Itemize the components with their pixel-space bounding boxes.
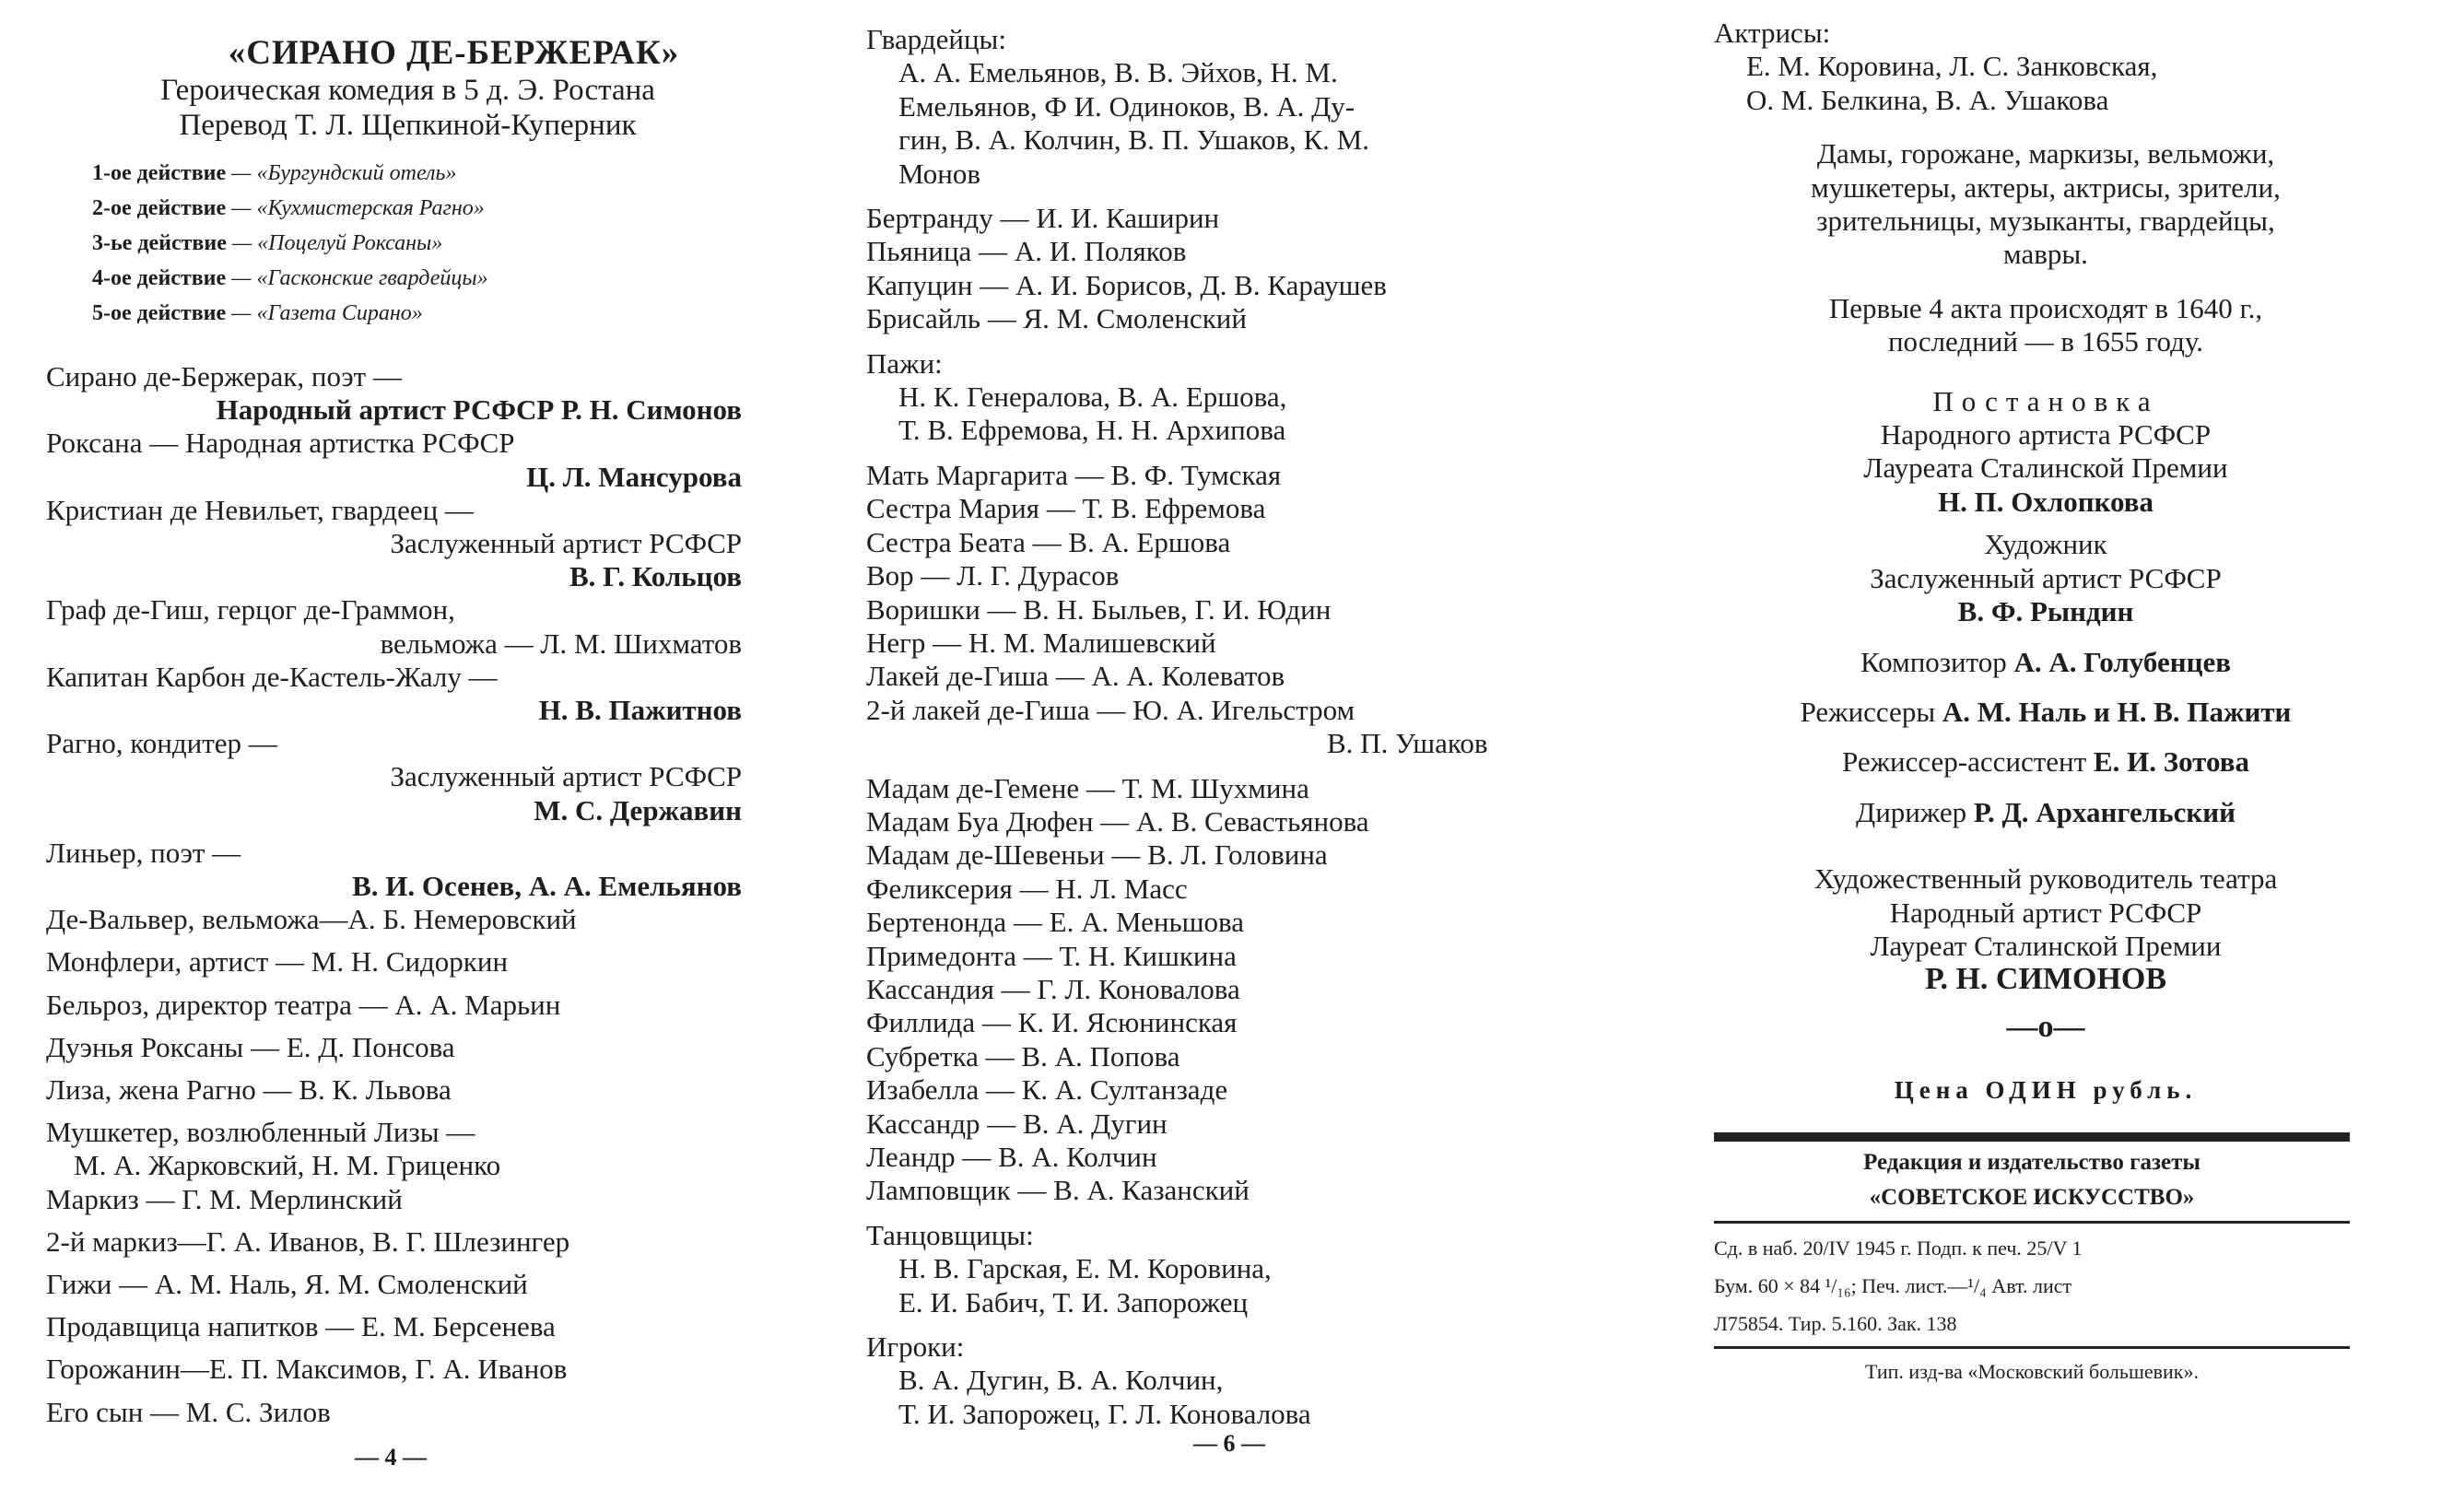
cast-line: Гижи — А. М. Наль, Я. М. Смоленский xyxy=(46,1268,528,1301)
play-subtitle: Героическая комедия в 5 д. Э. Ростана xyxy=(160,74,655,107)
extras-line: мушкетеры, актеры, актрисы, зрители, xyxy=(1811,170,2281,204)
cast-line: Капуцин — А. И. Борисов, Д. В. Караушев xyxy=(866,268,1387,301)
assistant-line: Режиссер-ассистент Е. И. Зотова xyxy=(1842,745,2249,779)
cast-line: Емельянов, Ф И. Одиноков, В. А. Ду- xyxy=(898,89,1355,123)
cast-line: вельможа — Л. М. Шихматов xyxy=(380,627,742,660)
roles-group xyxy=(866,202,1603,336)
cast-line: А. А. Емельянов, В. В. Эйхов, Н. М. xyxy=(898,56,1338,89)
conductor-line: Дирижер Р. Д. Архангельский xyxy=(1856,795,2236,828)
cast-line: В. Г. Кольцов xyxy=(569,560,742,593)
cast-line: В. А. Дугин, В. А. Колчин, xyxy=(898,1364,1224,1397)
head-title: Лауреат Сталинской Премии xyxy=(1870,929,2222,962)
staging-label: Постановка xyxy=(1932,384,2159,417)
middle-page xyxy=(866,0,1603,1512)
cast-line: Монфлери, артист — М. Н. Сидоркин xyxy=(46,945,509,979)
staging-title: Народного артиста РСФСР xyxy=(1880,418,2212,451)
cast-line: Кристиан де Невильет, гвардеец — xyxy=(46,493,474,526)
price-line: Цена ОДИН рубль. xyxy=(1894,1075,2198,1104)
cast-line: 2-й маркиз—Г. А. Иванов, В. Г. Шлезингер xyxy=(46,1225,570,1258)
players-group xyxy=(866,1330,1603,1431)
cast-line: Его сын — М. С. Зилов xyxy=(46,1395,331,1428)
cast-line: В. И. Осенев, А. А. Емельянов xyxy=(352,870,742,903)
imprint-line: Сд. в наб. 20/IV 1945 г. Подп. к печ. 25/V 1 xyxy=(1714,1236,2083,1260)
imprint-line: Бум. 60 × 84 ¹/₁₆; Печ. лист.—¹/₄ Авт. лист xyxy=(1714,1273,2072,1297)
cast-line: Кассандр — В. А. Дугин xyxy=(866,1107,1168,1140)
cast-line: Мадам Буа Дюфен — А. В. Севастьянова xyxy=(866,804,1369,838)
right-page xyxy=(1714,0,2441,1512)
cast-line: М. А. Жарковский, Н. М. Гриценко xyxy=(74,1149,501,1182)
page-number-left: — 4 — xyxy=(355,1444,427,1471)
cast-line: Кассандия — Г. Л. Коновалова xyxy=(866,972,1240,1005)
cast-line: Де-Вальвер, вельможа—А. Б. Немеровский xyxy=(46,903,577,936)
cast-line: Примедонта — Т. Н. Кишкина xyxy=(866,939,1237,972)
roles-group xyxy=(866,772,1603,1208)
cast-line: Н. К. Генералова, В. А. Ершова, xyxy=(898,381,1287,414)
cast-line: Воришки — В. Н. Быльев, Г. И. Юдин xyxy=(866,592,1332,626)
cast-line: Ц. Л. Мансурова xyxy=(526,460,742,493)
group-label: Пажи: xyxy=(866,346,943,380)
publisher-name: «СОВЕТСКОЕ ИСКУССТВО» xyxy=(1869,1184,2195,1210)
publisher-line: Редакция и издательство газеты xyxy=(1863,1149,2200,1175)
cast-line: Капитан Карбон де-Кастель-Жалу — xyxy=(46,660,498,693)
group-label: Игроки: xyxy=(866,1330,965,1364)
cast-line: Е. М. Коровина, Л. С. Занковская, xyxy=(1746,50,2158,83)
cast-line: Т. В. Ефремова, Н. Н. Архипова xyxy=(898,414,1286,447)
cast-line: В. П. Ушаков xyxy=(1327,727,1488,760)
cast-line: Граф де-Гиш, герцог де-Граммон, xyxy=(46,593,455,627)
artist-label: Художник xyxy=(1984,528,2107,561)
cast-line: 2-й лакей де-Гиша — Ю. А. Игельстром xyxy=(866,693,1355,726)
printer-line: Тип. изд-ва «Московский большевик». xyxy=(1864,1359,2199,1383)
divider-rule xyxy=(1714,1346,2350,1349)
cast-line: Субретка — В. А. Попова xyxy=(866,1039,1180,1072)
translator-line: Перевод Т. Л. Щепкиной-Куперник xyxy=(179,109,637,142)
act-row: 3-ье действие — «Поцелуй Роксаны» xyxy=(92,231,443,255)
composer-line: Композитор А. А. Голубенцев xyxy=(1860,645,2231,678)
extras-line: Дамы, горожане, маркизы, вельможи, xyxy=(1816,137,2275,170)
cast-line: Мадам де-Шевеньи — В. Л. Головина xyxy=(866,838,1328,872)
cast-line: Маркиз — Г. М. Мерлинский xyxy=(46,1182,403,1215)
dancers-group xyxy=(866,1219,1603,1319)
note-line: последний — в 1655 году. xyxy=(1887,325,2204,358)
guards-group xyxy=(866,23,1603,191)
cast-line: Роксана — Народная артистка РСФСР xyxy=(46,427,515,460)
play-title: «СИРАНО ДЕ-БЕРЖЕРАК» xyxy=(228,34,680,72)
artist-title: Заслуженный артист РСФСР xyxy=(1870,561,2222,594)
divider-rule xyxy=(1714,1221,2350,1224)
head-name: Р. Н. СИМОНОВ xyxy=(1924,962,2167,997)
cast-line: Сирано де-Бержерак, поэт — xyxy=(46,360,402,393)
cast-line: Мать Маргарита — В. Ф. Тумская xyxy=(866,458,1282,491)
imprint-line: Л75854. Тир. 5.160. Зак. 138 xyxy=(1714,1311,1957,1335)
cast-line: Продавщица напитков — Е. М. Берсенева xyxy=(46,1310,556,1343)
group-label: Танцовщицы: xyxy=(866,1218,1034,1251)
acts-list xyxy=(92,156,816,331)
act-row: 5-ое действие — «Газета Сирано» xyxy=(92,301,423,325)
cast-line: Феликсерия — Н. Л. Масс xyxy=(866,872,1188,905)
cast-line: Дуэнья Роксаны — Е. Д. Понсова xyxy=(46,1030,455,1063)
cast-line: М. С. Державин xyxy=(534,793,742,826)
cast-list xyxy=(46,360,742,1429)
cast-line: Н. В. Пажитнов xyxy=(538,694,742,727)
cast-line: Бертранду — И. И. Каширин xyxy=(866,202,1220,235)
cast-line: Ламповщик — В. А. Казанский xyxy=(866,1174,1250,1207)
cast-line: Леандр — В. А. Колчин xyxy=(866,1141,1157,1173)
cast-line: Линьер, поэт — xyxy=(46,836,241,869)
divider-rule xyxy=(1714,1132,2350,1142)
head-title: Художественный руководитель театра xyxy=(1813,862,2278,896)
note-line: Первые 4 акта происходят в 1640 г., xyxy=(1828,291,2263,324)
cast-line: Бертенонда — Е. А. Меньшова xyxy=(866,906,1244,939)
pages-group xyxy=(866,347,1603,448)
cast-line: Н. В. Гарская, Е. М. Коровина, xyxy=(898,1252,1272,1285)
crew-credits xyxy=(1714,385,2441,997)
cast-line: Сестра Беата — В. А. Ершова xyxy=(866,525,1231,558)
cast-line: Мадам де-Гемене — Т. М. Шухмина xyxy=(866,771,1309,804)
cast-line: Филлида — К. И. Ясюнинская xyxy=(866,1006,1238,1039)
cast-line: Негр — Н. М. Малишевский xyxy=(866,626,1216,659)
cast-line: Бельроз, директор театра — А. А. Марьин xyxy=(46,988,561,1021)
group-label: Актрисы: xyxy=(1714,17,1831,49)
cast-line: Вор — Л. Г. Дурасов xyxy=(866,559,1120,592)
cast-line: Изабелла — К. А. Султанзаде xyxy=(866,1073,1228,1107)
act-row: 1-ое действие — «Бургундский отель» xyxy=(92,161,457,185)
head-title: Народный артист РСФСР xyxy=(1889,896,2202,929)
cast-line: гин, В. А. Колчин, В. П. Ушаков, К. М. xyxy=(898,123,1369,157)
cast-line: Рагно, кондитер — xyxy=(46,727,277,760)
extras-line: зрительницы, музыканты, гвардейцы, xyxy=(1816,205,2275,238)
cast-line: Е. И. Бабич, Т. И. Запорожец xyxy=(898,1285,1249,1319)
cast-line: Лакей де-Гиша — А. А. Колеватов xyxy=(866,660,1285,693)
cast-line: Т. И. Запорожец, Г. Л. Коновалова xyxy=(898,1397,1311,1430)
roles-group xyxy=(866,459,1603,761)
cast-line: Мушкетер, возлюбленный Лизы — xyxy=(46,1116,475,1149)
cast-line: Сестра Мария — Т. В. Ефремова xyxy=(866,492,1266,525)
act-row: 4-ое действие — «Гасконские гвардейцы» xyxy=(92,266,488,290)
cast-line: Заслуженный артист РСФСР xyxy=(390,760,742,793)
cast-line: Народный артист РСФСР Р. Н. Симонов xyxy=(216,393,742,427)
cast-line: Горожанин—Е. П. Максимов, Г. А. Иванов xyxy=(46,1353,568,1386)
staging-title: Лауреата Сталинской Премии xyxy=(1863,451,2228,485)
page-number-middle: — 6 — xyxy=(1193,1430,1265,1457)
cast-line: Заслуженный артист РСФСР xyxy=(390,527,742,560)
cast-line: О. М. Белкина, В. А. Ушакова xyxy=(1746,83,2109,116)
left-page xyxy=(0,0,816,1512)
extras-line: мавры. xyxy=(2003,238,2088,271)
artist-name: В. Ф. Рындин xyxy=(1957,595,2134,628)
ornament-divider: —о— xyxy=(2006,1009,2085,1044)
group-label: Гвардейцы: xyxy=(866,23,1006,55)
cast-line: Брисайль — Я. М. Смоленский xyxy=(866,302,1247,335)
cast-line: Лиза, жена Рагно — В. К. Львова xyxy=(46,1073,452,1107)
act-row: 2-ое действие — «Кухмистерская Рагно» xyxy=(92,196,485,220)
staging-name: Н. П. Охлопкова xyxy=(1937,485,2153,518)
cast-line: Монов xyxy=(898,157,981,190)
cast-line: Пьяница — А. И. Поляков xyxy=(866,235,1187,268)
directors-line: Режиссеры А. М. Наль и Н. В. Пажити xyxy=(1800,695,2292,728)
